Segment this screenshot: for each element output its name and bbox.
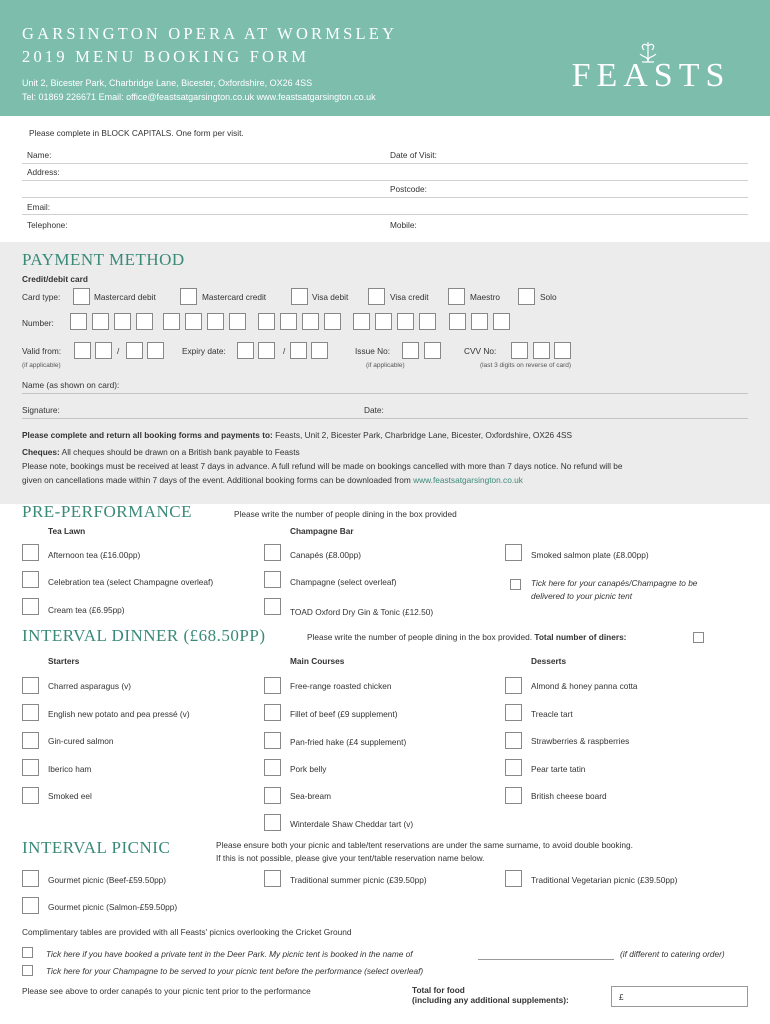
card-number-digit-box[interactable] [471,313,488,330]
main-item: Free-range roasted chicken [290,681,392,691]
intro-text: Please complete in BLOCK CAPITALS. One form per visit. [29,128,244,138]
card-number-digit-box[interactable] [229,313,246,330]
starters-heading: Starters [48,656,80,666]
picnic-box[interactable] [505,870,522,887]
date-label: Date: [364,405,384,415]
gin-tonic-box[interactable] [264,598,281,615]
signature-label: Signature: [22,405,60,415]
picnic-item: Traditional Vegetarian picnic (£39.50pp) [531,875,678,885]
main-item: Pan-fried hake (£4 supplement) [290,737,407,747]
interval-picnic-title: INTERVAL PICNIC [22,838,171,857]
menu-item: Smoked salmon plate (£8.00pp) [531,550,649,560]
starter-item: Gin-cured salmon [48,736,114,746]
valid-from-label: Valid from: [22,346,62,356]
champagne-tent-note: Tick here for your Champagne to be served to your picnic tent before the performance (select overleaf) [46,966,424,976]
card-number-digit-box[interactable] [449,313,466,330]
expiry-box[interactable] [237,342,254,359]
picnic-item: Traditional summer picnic (£39.50pp) [290,875,427,885]
issue-box[interactable] [402,342,419,359]
dessert-box[interactable] [505,732,522,749]
cvv-box[interactable] [554,342,571,359]
card-number-digit-box[interactable] [324,313,341,330]
picnic-item: Gourmet picnic (Beef-£59.50pp) [48,875,167,885]
card-box-visa-debit[interactable] [291,288,308,305]
main-item: Pork belly [290,764,327,774]
private-tent-suffix: (if different to catering order) [620,949,725,959]
champagne-box[interactable] [264,571,281,588]
main-item: Winterdale Shaw Cheddar tart (v) [290,819,414,829]
email-label: Email: [27,202,51,212]
svg-text:FEASTS: FEASTS [571,57,731,94]
pre-instruction: Please write the number of people dining in the box provided [234,509,457,519]
card-option: Mastercard credit [202,292,267,302]
mains-heading: Main Courses [290,656,345,666]
cream-tea-box[interactable] [22,598,39,615]
smoked-salmon-box[interactable] [505,544,522,561]
card-box-maestro[interactable] [448,288,465,305]
card-number-digit-box[interactable] [92,313,109,330]
card-box-visa-credit[interactable] [368,288,385,305]
booking-note-line2: given on cancellations made within 7 days of the event. Additional booking forms can be downloaded from www.feastsatgarsington.co.uk [22,475,523,485]
main-item: Sea-bream [290,791,332,801]
card-number-digit-box[interactable] [397,313,414,330]
private-tent-note: Tick here if you have booked a private tent in the Deer Park. My picnic tent is booked in the name of [46,949,413,959]
cheques-note: Cheques: All cheques should be drawn on a British bank payable to Feasts [22,447,300,457]
expiry-label: Expiry date: [182,346,226,356]
main-box[interactable] [264,732,281,749]
card-number-digit-box[interactable] [353,313,370,330]
picnic-item: Gourmet picnic (Salmon-£59.50pp) [48,902,178,912]
card-box-mastercard-credit[interactable] [180,288,197,305]
cvv-box[interactable] [511,342,528,359]
total-food-input[interactable] [611,986,748,1007]
cvv-box[interactable] [533,342,550,359]
mobile-label: Mobile: [390,220,417,230]
menu-item: Canapés (£8.00pp) [290,550,362,560]
menu-item: TOAD Oxford Dry Gin & Tonic (£12.50) [290,607,434,617]
expiry-box[interactable] [258,342,275,359]
dessert-item: Strawberries & raspberries [531,736,630,746]
valid-from-box[interactable] [95,342,112,359]
private-tent-checkbox[interactable] [22,947,33,958]
starter-item: Charred asparagus (v) [48,681,132,691]
header-address: Unit 2, Bicester Park, Charbridge Lane, Bicester, Oxfordshire, OX26 4SS [22,78,313,88]
address-label: Address: [27,167,60,177]
interval-instruction: Please write the number of people dining in the box provided. Total number of diners: [307,632,627,642]
starter-box[interactable] [22,704,39,721]
slash: / [283,346,286,356]
picnic-box[interactable] [22,870,39,887]
card-box-solo[interactable] [518,288,535,305]
total-food-label-line1: Total for food [412,985,465,995]
website-link[interactable]: www.feastsatgarsington.co.uk [413,475,523,485]
champagne-tent-checkbox[interactable] [22,965,33,976]
starter-box[interactable] [22,787,39,804]
main-box[interactable] [264,704,281,721]
issue-note: (if applicable) [366,362,405,369]
card-option: Mastercard debit [94,292,156,302]
card-option: Maestro [470,292,500,302]
desserts-heading: Desserts [531,656,567,666]
tea-lawn-heading: Tea Lawn [48,526,86,536]
menu-item: Afternoon tea (£16.00pp) [48,550,141,560]
form-title-line1: GARSINGTON OPERA AT WORMSLEY [22,24,398,43]
total-food-label-line2: (including any additional supplements): [412,995,569,1005]
card-number-digit-box[interactable] [493,313,510,330]
main-box[interactable] [264,759,281,776]
champagne-bar-heading: Champagne Bar [290,526,354,536]
number-label: Number: [22,318,54,328]
card-subtitle: Credit/debit card [22,274,88,284]
dessert-item: Almond & honey panna cotta [531,681,638,691]
canapes-note: Please see above to order canapés to your picnic tent prior to the performance [22,986,311,996]
main-item: Fillet of beef (£9 supplement) [290,709,398,719]
starter-item: Iberico ham [48,764,92,774]
payment-title: PAYMENT METHOD [22,250,185,269]
telephone-label: Telephone: [27,220,68,230]
dessert-box[interactable] [505,704,522,721]
booking-note-line1: Please note, bookings must be received at least 7 days in advance. A full refund will be made on bookings cancelled with more than 7 days notice. No refund will be [22,461,623,471]
canapes-box[interactable] [264,544,281,561]
expiry-box[interactable] [311,342,328,359]
pre-performance-title: PRE-PERFORMANCE [22,502,192,521]
valid-from-box[interactable] [126,342,143,359]
valid-from-box[interactable] [74,342,91,359]
card-number-digit-box[interactable] [419,313,436,330]
valid-from-note: (if applicable) [22,362,61,369]
card-number-digit-box[interactable] [280,313,297,330]
picnic-box[interactable] [22,897,39,914]
starter-item: Smoked eel [48,791,92,801]
header-contact: Tel: 01869 226671 Email: office@feastsatgarsington.co.uk www.feastsatgarsington.co.uk [22,92,376,102]
card-number-digit-box[interactable] [185,313,202,330]
menu-item: Champagne (select overleaf) [290,577,397,587]
picnic-box[interactable] [264,870,281,887]
complimentary-note: Complimentary tables are provided with all Feasts' picnics overlooking the Cricket Ground [22,927,352,937]
dessert-box[interactable] [505,787,522,804]
return-address: Please complete and return all booking forms and payments to: Feasts, Unit 2, Bicester Park, Charbridge Lane, Bicester, Oxfordshire, OX26 4SS [22,430,573,440]
main-box[interactable] [264,677,281,694]
starter-box[interactable] [22,759,39,776]
starter-box[interactable] [22,732,39,749]
tick-note-line1: Tick here for your canapés/Champagne to be [531,578,698,588]
form-title-line2: 2019 MENU BOOKING FORM [22,47,310,66]
card-option: Visa credit [390,292,429,302]
menu-item: Celebration tea (select Champagne overleaf) [48,577,214,587]
card-type-label: Card type: [22,292,61,302]
card-number-digit-box[interactable] [375,313,392,330]
cvv-label: CVV No: [464,346,497,356]
starter-item: English new potato and pea pressé (v) [48,709,190,719]
total-diners-box[interactable] [693,632,704,643]
card-number-digit-box[interactable] [302,313,319,330]
dessert-item: Treacle tart [531,709,573,719]
postcode-label: Postcode: [390,184,427,194]
dessert-box[interactable] [505,677,522,694]
card-box-mastercard-debit[interactable] [73,288,90,305]
name-label: Name: [27,150,52,160]
celebration-tea-box[interactable] [22,571,39,588]
starter-box[interactable] [22,677,39,694]
name-on-card-label: Name (as shown on card): [22,380,120,390]
issue-box[interactable] [424,342,441,359]
card-number-digit-box[interactable] [207,313,224,330]
dessert-item: British cheese board [531,791,607,801]
card-option: Solo [540,292,557,302]
card-number-digit-box[interactable] [136,313,153,330]
card-number-digit-box[interactable] [258,313,275,330]
afternoon-tea-box[interactable] [22,544,39,561]
feasts-logo [556,40,746,100]
interval-dinner-title: INTERVAL DINNER (£68.50PP) [22,626,266,645]
slash: / [117,346,120,356]
card-number-digit-box[interactable] [114,313,131,330]
picnic-note-line2: If this is not possible, please give your tent/table reservation name below. [216,853,485,863]
valid-from-box[interactable] [147,342,164,359]
card-option: Visa debit [312,292,349,302]
expiry-box[interactable] [290,342,307,359]
main-box[interactable] [264,787,281,804]
issue-no-label: Issue No: [355,346,391,356]
main-box[interactable] [264,814,281,831]
menu-item: Cream tea (£6.95pp) [48,605,125,615]
tent-delivery-checkbox[interactable] [510,579,521,590]
currency-symbol: £ [619,992,624,1002]
card-number-digit-box[interactable] [70,313,87,330]
dessert-item: Pear tarte tatin [531,764,586,774]
cvv-note: (last 3 digits on reverse of card) [480,362,572,369]
date-of-visit-label: Date of Visit: [390,150,437,160]
tick-note-line2: delivered to your picnic tent [531,591,633,601]
dessert-box[interactable] [505,759,522,776]
card-number-digit-box[interactable] [163,313,180,330]
picnic-note-line1: Please ensure both your picnic and table/tent reservations are under the same surname, to avoid double booking. [216,840,633,850]
